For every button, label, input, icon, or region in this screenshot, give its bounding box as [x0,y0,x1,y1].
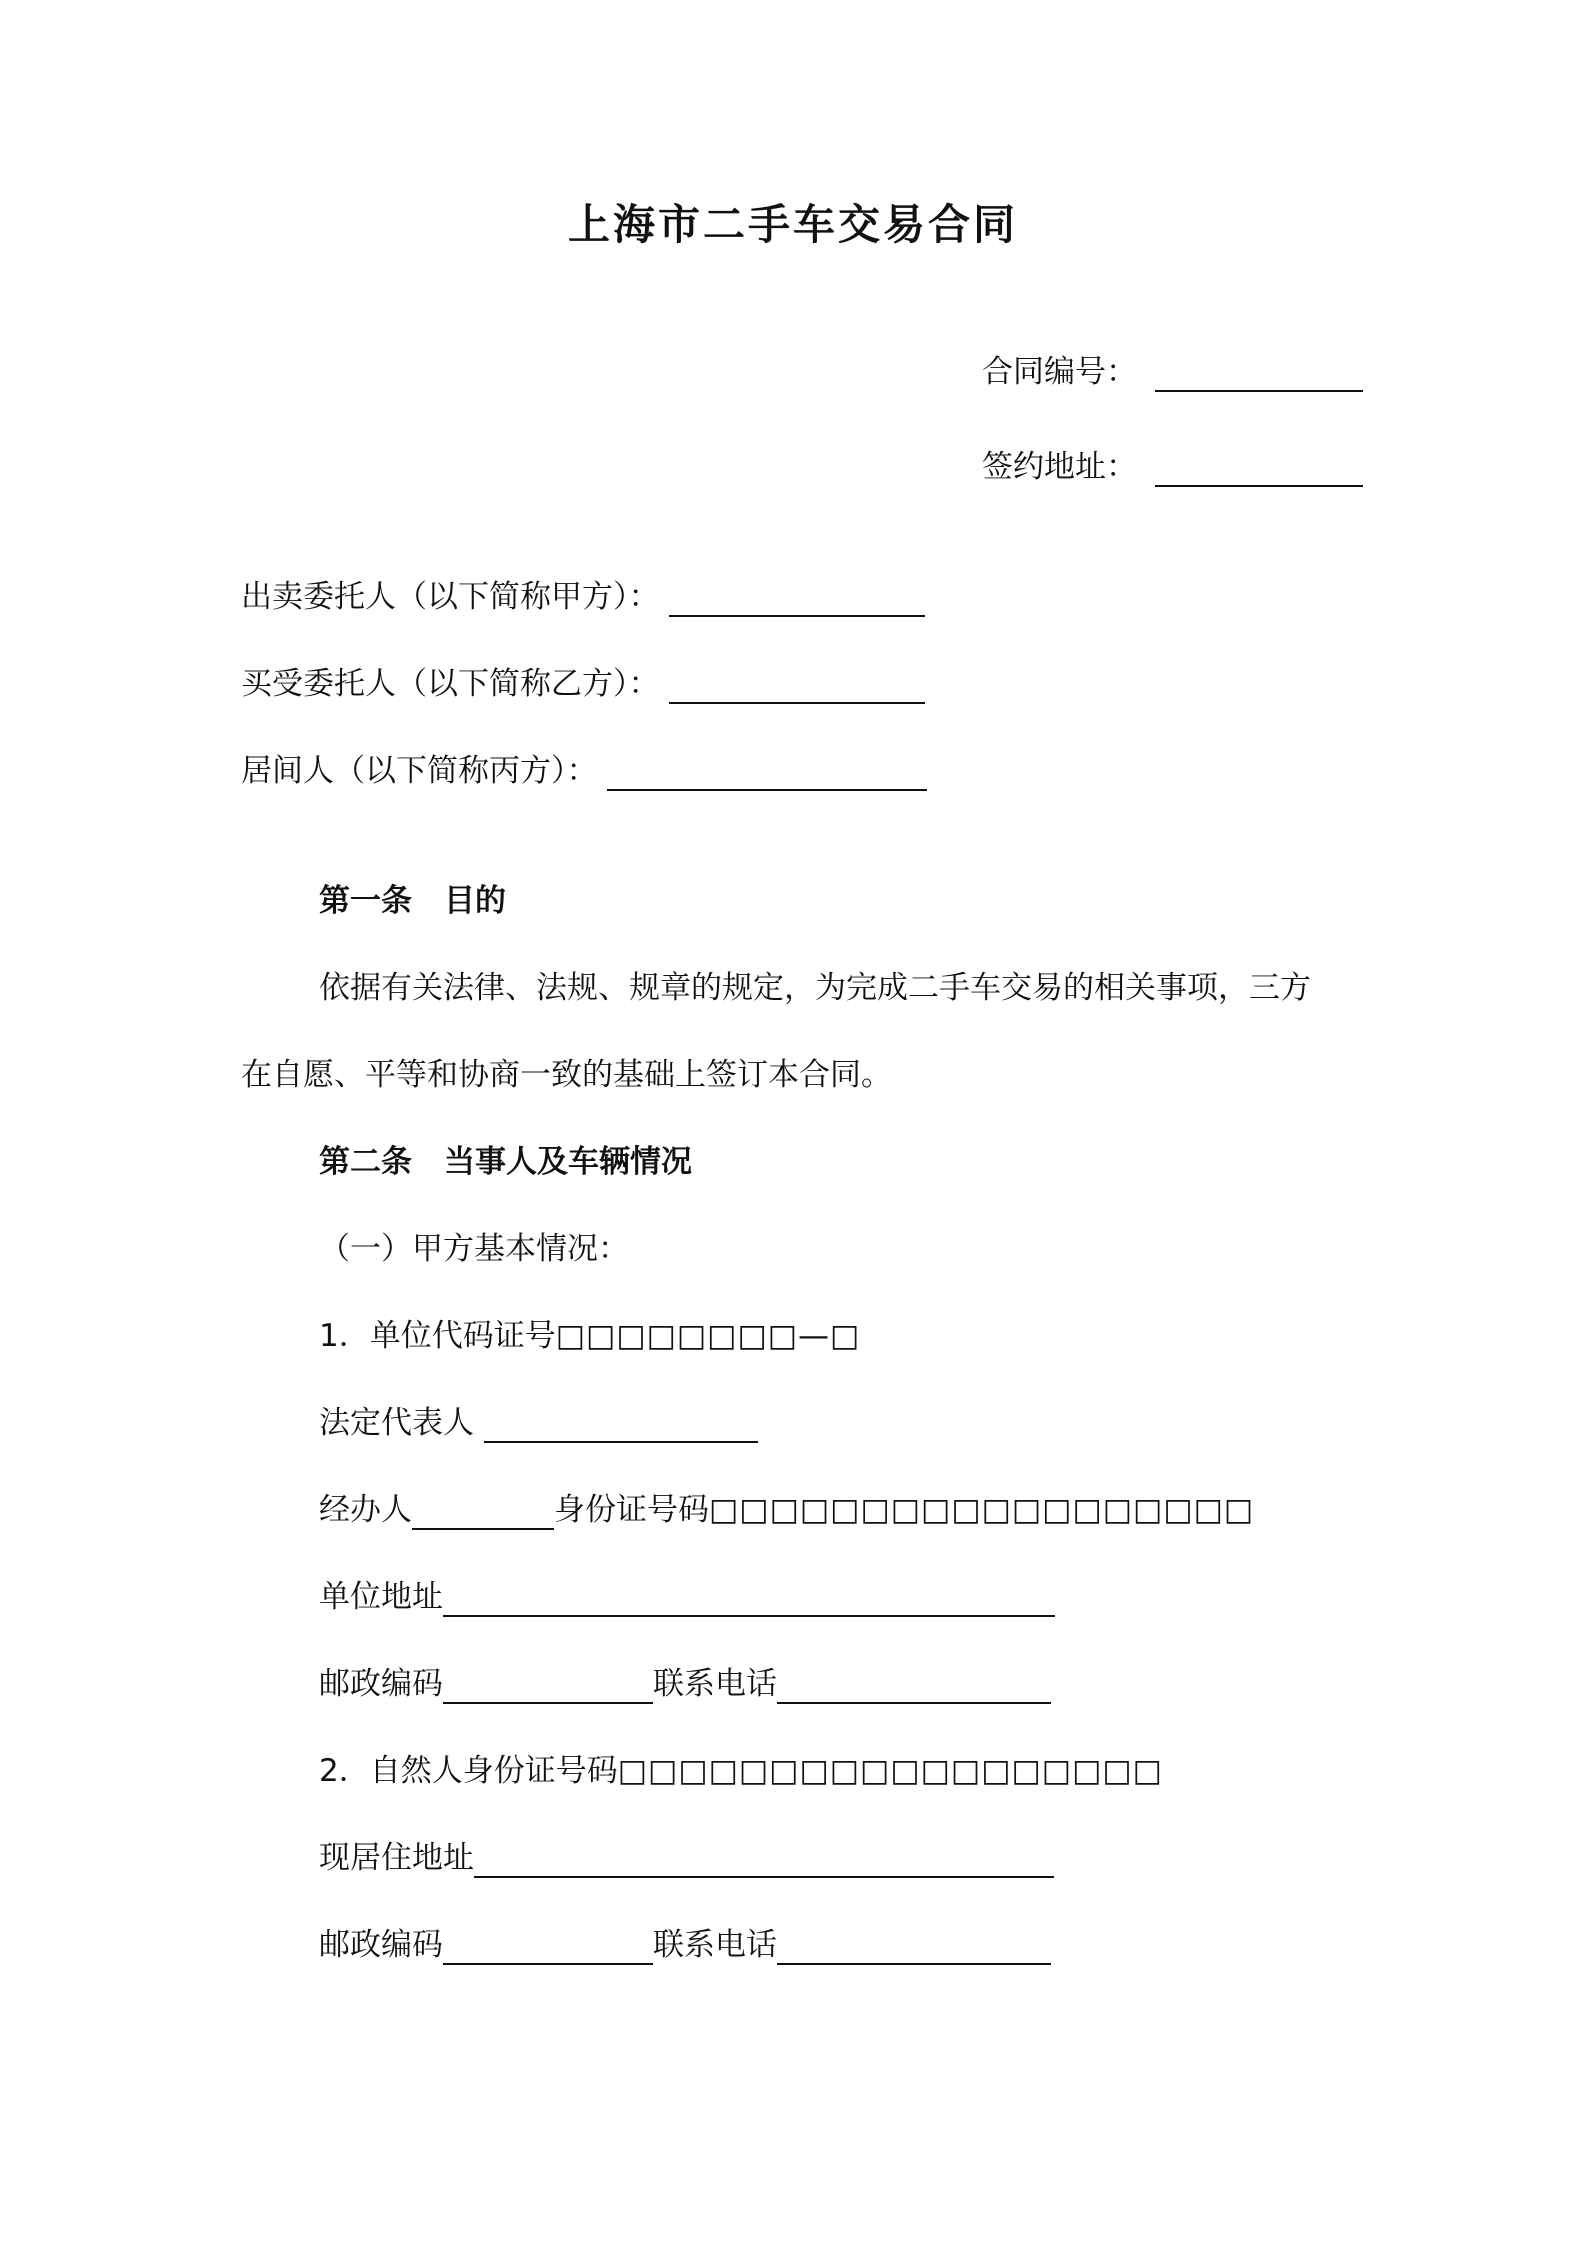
party-b-row [241,664,925,704]
contract-no-field[interactable] [1155,356,1363,392]
org-address-field[interactable] [443,1581,1055,1617]
party-a-field[interactable] [669,581,925,617]
sign-place-field[interactable] [1155,451,1363,487]
postcode-field[interactable] [443,1668,653,1704]
party-c-row [241,751,927,791]
phone-label: 联系电话 [653,1666,777,1702]
home-address-field[interactable] [474,1842,1054,1878]
article-1-text-line-2: 在自愿、平等和协商一致的基础上签订本合同。 [241,1057,892,1093]
person-id-label: 2．自然人身份证号码 [319,1753,618,1789]
agent-id-boxes[interactable]: □□□□□□□□□□□□□□□□□□ [709,1492,1255,1528]
phone-field[interactable] [777,1668,1051,1704]
postcode-label-2: 邮政编码 [319,1927,443,1963]
org-code-boxes[interactable]: □□□□□□□□—□ [555,1318,861,1354]
party-a-info-heading: （一）甲方基本情况： [319,1231,629,1267]
home-address-row [319,1838,1054,1878]
sign-place-label: 签约地址： [982,449,1137,485]
article-1-text-line-1: 依据有关法律、法规、规章的规定，为完成二手车交易的相关事项，三方 [319,970,1311,1006]
article-2-number: 第二条 [319,1144,412,1180]
legal-rep-label: 法定代表人 [319,1405,474,1441]
article-2-name: 当事人及车辆情况 [444,1144,692,1180]
person-id-boxes[interactable]: □□□□□□□□□□□□□□□□□□ [617,1753,1163,1789]
article-2-heading [319,1142,692,1182]
agent-row [319,1490,1254,1530]
article-1-name: 目的 [444,883,506,919]
phone-field-2[interactable] [777,1929,1051,1965]
agent-field[interactable] [412,1494,554,1530]
org-code-label: 1．单位代码证号 [319,1318,556,1354]
contract-title: 上海市二手车交易合同 [567,200,1018,249]
person-id-row [319,1751,1163,1791]
postcode-label: 邮政编码 [319,1666,443,1702]
party-c-field[interactable] [607,755,927,791]
party-c-label: 居间人（以下简称丙方）： [241,753,598,789]
article-1-heading [319,881,506,921]
org-address-row [319,1577,1055,1617]
contract-no-row [982,352,1363,392]
sign-place-row [982,447,1363,487]
legal-rep-field[interactable] [484,1407,758,1443]
contract-no-label: 合同编号： [982,354,1137,390]
party-a-row [241,577,925,617]
party-b-field[interactable] [669,668,925,704]
org-contact-row [319,1664,1051,1704]
party-a-label: 出卖委托人（以下简称甲方）： [241,579,660,615]
postcode-field-2[interactable] [443,1929,653,1965]
person-contact-row [319,1925,1051,1965]
party-b-label: 买受委托人（以下简称乙方）： [241,666,660,702]
legal-rep-row [319,1403,758,1443]
agent-label: 经办人 [319,1492,412,1528]
article-1-number: 第一条 [319,883,412,919]
org-address-label: 单位地址 [319,1579,443,1615]
home-address-label: 现居住地址 [319,1840,474,1876]
agent-id-label: 身份证号码 [554,1492,709,1528]
org-code-row [319,1316,860,1356]
phone-label-2: 联系电话 [653,1927,777,1963]
